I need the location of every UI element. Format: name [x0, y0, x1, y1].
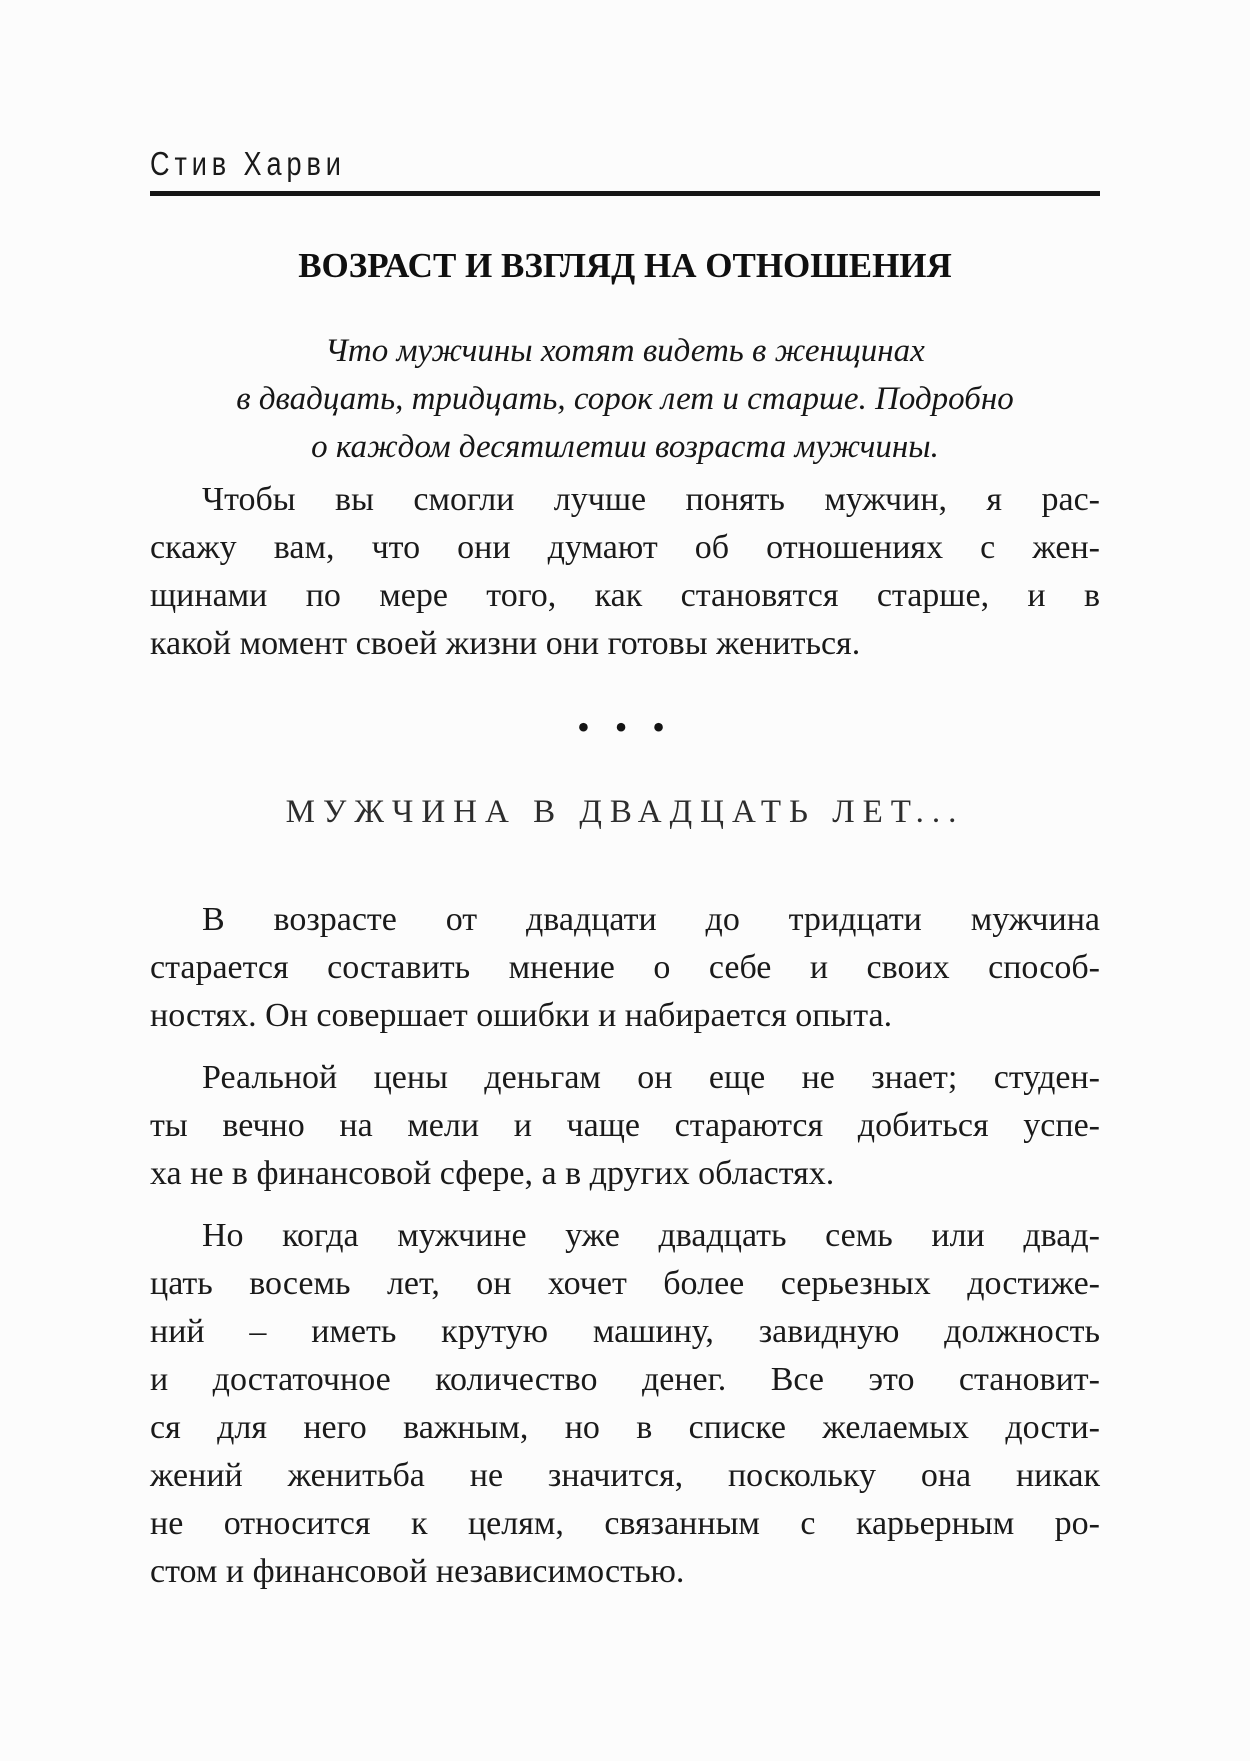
paragraph: [150, 476, 1100, 668]
text-line: ний – иметь крутую машину, завидную должность: [150, 1313, 1100, 1350]
text-line: В возрасте от двадцати до тридцати мужчина: [202, 901, 1100, 938]
text-line: ты вечно на мели и чаще стараются добиться успе-: [150, 1107, 1100, 1144]
paragraph: [150, 896, 1100, 1040]
paragraph: [150, 1054, 1100, 1198]
text-line: о каждом десятилетии возраста мужчины.: [311, 429, 939, 465]
text-line: какой момент своей жизни они готовы жениться.: [150, 625, 861, 662]
section-heading: МУЖЧИНА В ДВАДЦАТЬ ЛЕТ...: [285, 794, 965, 830]
text-line: и достаточное количество денег. Все это становит-: [150, 1361, 1100, 1398]
running-header: [150, 146, 1100, 196]
text-line: ха не в финансовой сфере, а в других областях.: [150, 1155, 835, 1192]
chapter-subtitle: [150, 327, 1100, 471]
text-line: ся для него важным, но в списке желаемых дости-: [150, 1409, 1100, 1446]
text-line: старается составить мнение о себе и своих способ-: [150, 949, 1100, 986]
text-line: Но когда мужчине уже двадцать семь или двад-: [202, 1217, 1100, 1254]
text-line: стом и финансовой независимостью.: [150, 1553, 685, 1590]
text-line: Что мужчины хотят видеть в женщинах: [325, 333, 925, 369]
text-line: ностях. Он совершает ошибки и набирается опыта.: [150, 997, 893, 1034]
paragraph: [150, 1212, 1100, 1596]
text-line: в двадцать, тридцать, сорок лет и старше. Подробно: [236, 381, 1014, 417]
text-line: Чтобы вы смогли лучше понять мужчин, я рас-: [202, 481, 1100, 518]
text-line: щинами по мере того, как становятся старше, и в: [150, 577, 1100, 614]
running-header-author: Стив Харви: [150, 145, 346, 182]
text-line: цать восемь лет, он хочет более серьезных достиже-: [150, 1265, 1100, 1302]
chapter-title: ВОЗРАСТ И ВЗГЛЯД НА ОТНОШЕНИЯ: [298, 246, 952, 285]
three-dots-separator-icon: • • •: [577, 707, 673, 747]
text-line: скажу вам, что они думают об отношениях с жен-: [150, 529, 1100, 566]
text-line: не относится к целям, связанным с карьерным ро-: [150, 1505, 1100, 1542]
intro-paragraphs: [150, 476, 1100, 668]
text-line: жений женитьба не значится, поскольку она никак: [150, 1457, 1100, 1494]
text-line: Реальной цены деньгам он еще не знает; студен-: [202, 1059, 1100, 1096]
chapter-content: [150, 245, 1100, 1596]
header-rule: [150, 191, 1100, 196]
section-paragraphs: [150, 896, 1100, 1596]
